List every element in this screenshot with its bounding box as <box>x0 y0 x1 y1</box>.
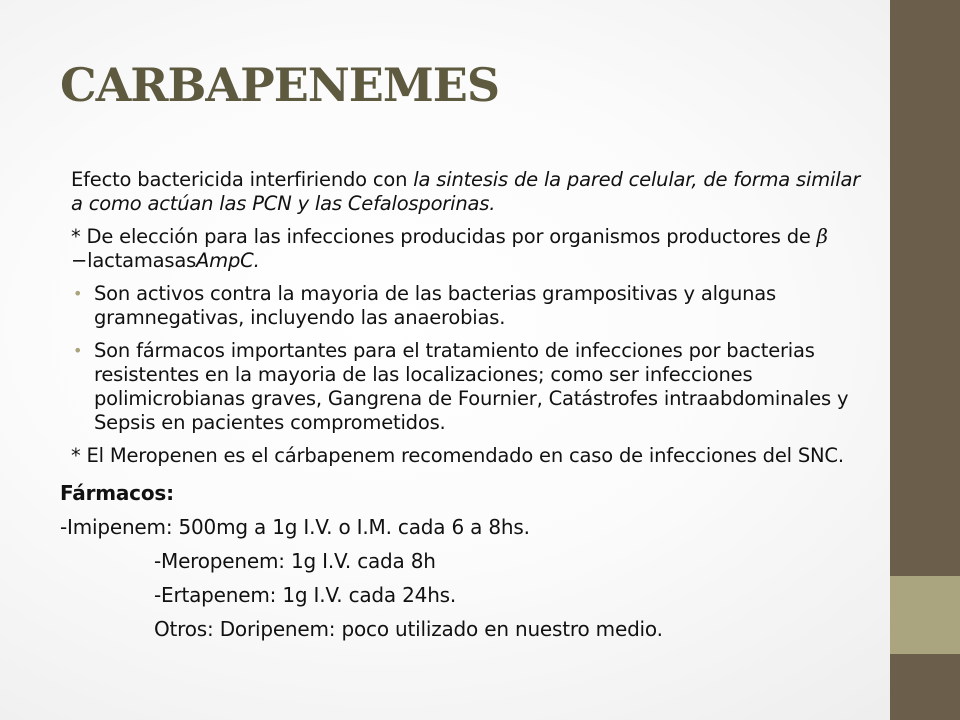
intro-text: Efecto bactericida interfiriendo con <box>71 168 414 191</box>
bullet-text: Son fármacos importantes para el tratamiento de infecciones por bacterias resistentes en la mayoria de las localizaciones; como ser infecciones polimicrobianas graves, Gangrena de Fournier, Catástrofes intraabdominales y Sepsis en pacientes comprometidos. <box>94 339 849 434</box>
bullet-dot-icon: • <box>73 284 83 303</box>
bullet-text: Son activos contra la mayoria de las bacterias grampositivas y algunas gramnegativas, incluyendo las anaerobias. <box>94 282 776 329</box>
eleccion-text: * De elección para las infecciones producidas por organismos productores de <box>71 225 817 248</box>
farmacos-heading: Fármacos: <box>60 481 174 505</box>
bullet-item <box>73 282 876 330</box>
drug-imipenem: -Imipenem: 500mg a 1g I.V. o I.M. cada 6 a 8hs. <box>60 515 530 539</box>
slide-title: CARBAPENEMES <box>60 58 500 112</box>
bullet-dot-icon: • <box>73 341 83 360</box>
slide-content <box>0 168 880 646</box>
bullet-item <box>73 339 876 435</box>
drug-ertapenem: -Ertapenem: 1g I.V. cada 24hs. <box>154 583 457 607</box>
eleccion-end: . <box>253 249 260 272</box>
beta-symbol: β <box>816 225 828 248</box>
intro-italic-text: la sintesis de la pared celular, de forma similar a como actúan las PCN y las Cefalosporinas. <box>71 168 861 215</box>
side-band-accent <box>890 576 960 654</box>
ampc-text: AmpC <box>196 249 254 272</box>
drug-otros: Otros: Doripenem: poco utilizado en nuestro medio. <box>154 617 663 641</box>
eleccion-paragraph <box>71 225 876 273</box>
intro-paragraph <box>71 168 876 216</box>
drug-meropenem: -Meropenem: 1g I.V. cada 8h <box>154 549 436 573</box>
meropenen-note: * El Meropenen es el cárbapenem recomendado en caso de infecciones del SNC. <box>71 444 844 467</box>
lactamasas-text: −lactamasas <box>71 249 197 272</box>
drug-list <box>0 476 880 646</box>
